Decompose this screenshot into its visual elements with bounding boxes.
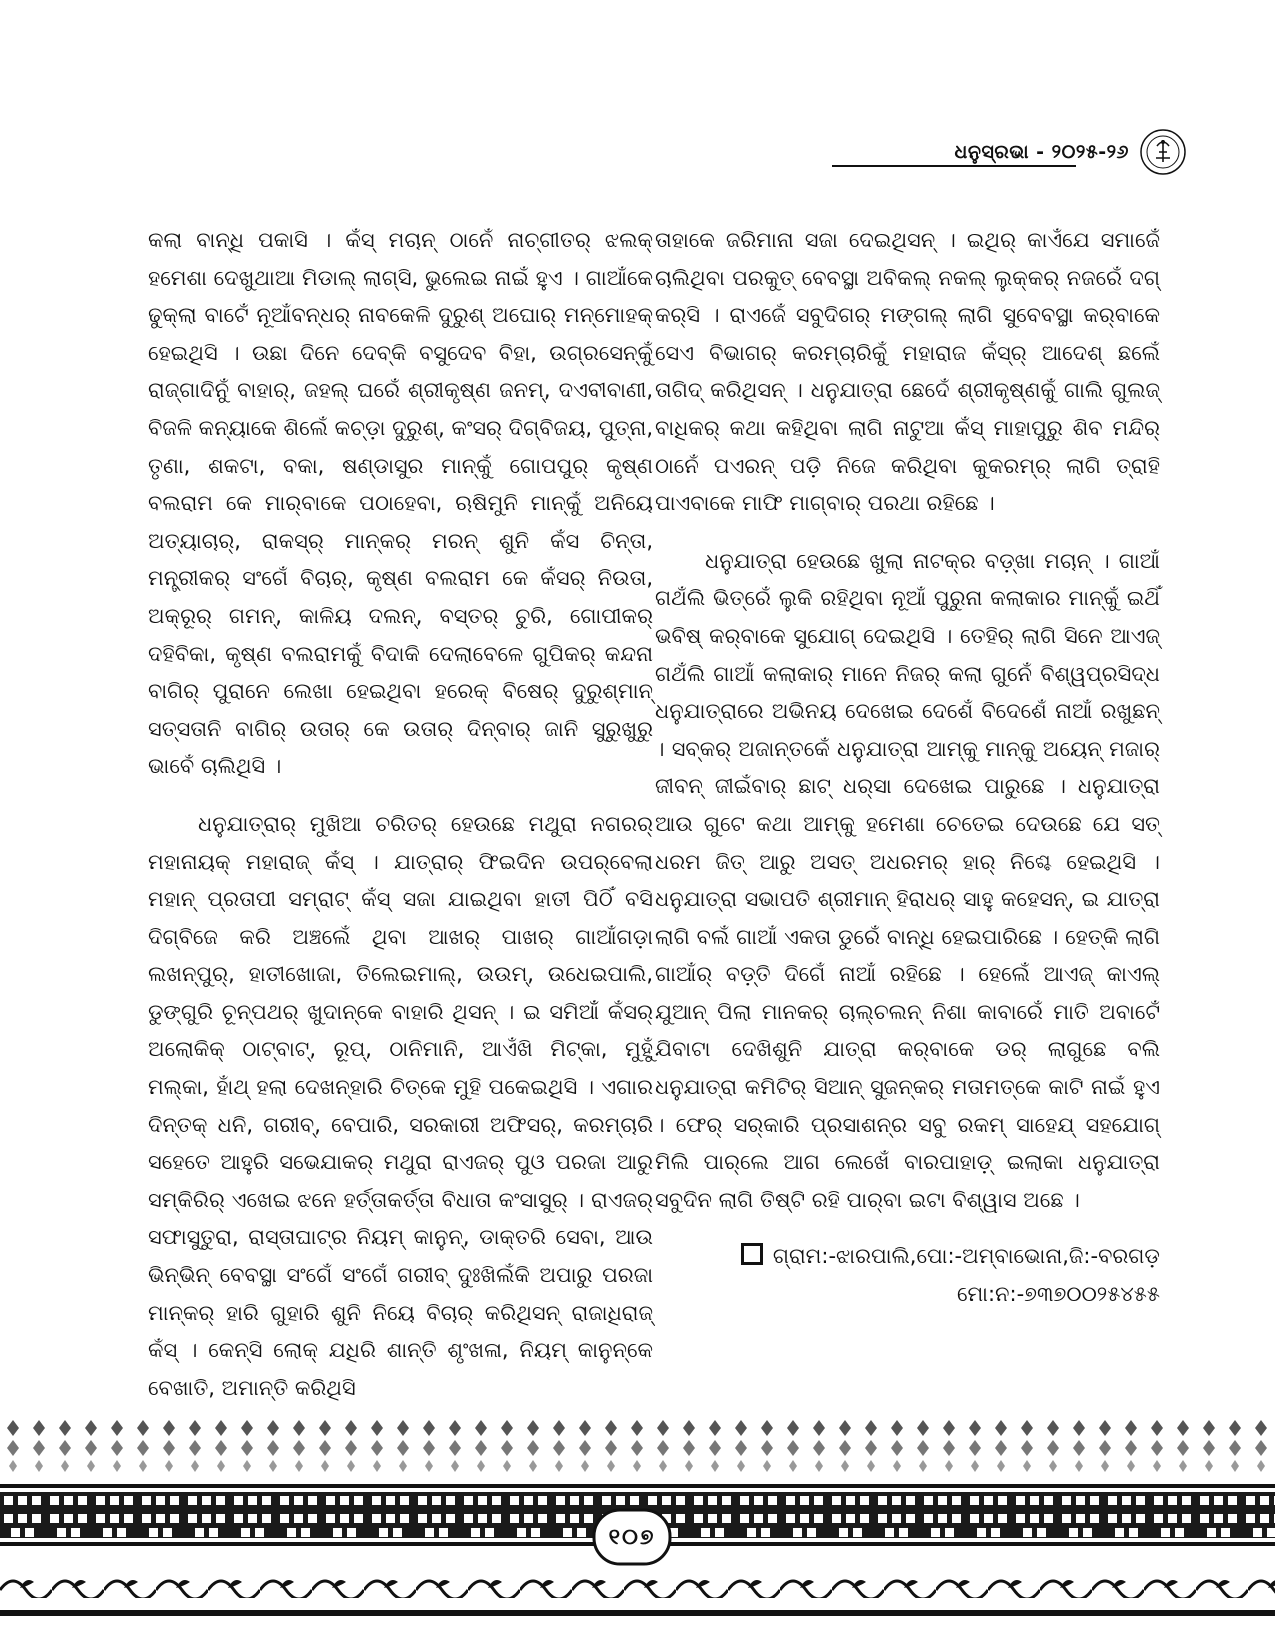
emblem-logo-icon	[1139, 128, 1187, 176]
phone-line: ମୋ:ନ:-୭୩୭୦୦୨୫୪୫୫	[956, 1282, 1160, 1307]
author-address	[655, 1237, 1160, 1313]
right-paragraph-1: ତାହାକେ ଜରିମାନା ସଜା ଦେଇଥିସନ୍ । ଇଥିର୍ କାଏଁଯେ ସମାଜେଁ ଚାଲିଥିବା ପରକୁତ୍ ବେବସ୍ଥା ଅବିକଲ୍ ନକଲ୍ ଲୁକ୍‌କର୍ ନଜରେଁ ଦଗ୍ କର୍‌ସି । ରାଏଜେଁ ସବୁଦିଗର୍ ମଙ୍ଗଲ୍ ଲାଗି ସୁବେବସ୍ଥା କର୍‌ବାକେ ସେଏ ବିଭାଗର୍ କରମ୍‌ଚାରିକୁଁ ମହାରାଜ କଁସ୍‌ର୍ ଆଦେଶ୍ ଛଲେଁ ତାଗିଦ୍ କରିଥିସନ୍ । ଧନୁଯାତ୍ରା ଛେଦେଁ ଶ୍ରୀକୃଷ୍ଣକୁଁ ଗାଲି ଗୁଲଜ୍ ବାଧିକର୍ କଥା କହିଥିବା ଲାଗି ନାଟୁଆ କଁସ୍ ମାହାପୁରୁ ଶିବ ମନ୍ଦିର୍ ଠାନେଁ ପଏରନ୍ ପଡ଼ି ନିଜେ କରିଥିବା କୁକରମ୍‌ର୍ ଲାଗି ତ୍ରାହି ପାଏବାକେ ମାଫି ମାଗ୍‌ବାର୍ ପରଥା ରହିଛେ ।	[655, 228, 1160, 516]
address-line: ଗ୍ରାମ:-ଝାରପାଲି,ପୋ:-ଅମ୍ବାଭୋନା,ଜି:-ବରଗଡ଼	[772, 1244, 1160, 1269]
page-number: ୧୦୭	[608, 1524, 656, 1550]
left-column	[148, 222, 653, 1407]
page-header	[955, 128, 1187, 176]
right-paragraph-2: ଧନୁଯାତ୍ରା ହେଉଛେ ଖୁଲା ନାଟକ୍‌ର ବଡ଼୍‌ଖା ମଚାନ୍ । ଗାଆଁ ଗଥଁଲି ଭିତ୍‌ରେଁ ଲୁକି ରହିଥିବା ନୂଆଁ ପୁରୁନା କଲାକାର ମାନ୍‌କୁଁ ଇଥିଁ ଭବିଷ୍ କର୍‌ବାକେ ସୁଯୋଗ୍ ଦେଇଥିସି । ତେହିର୍ ଲାଗି ସିନେ ଆଏଜ୍ ଗଥଁଲି ଗାଆଁ କଲାକାର୍ ମାନେ ନିଜର୍ କଲା ଗୁନେଁ ବିଶ୍ୱପ୍ରସିଦ୍ଧ ଧନୁଯାତ୍ରାରେ ଅଭିନୟ ଦେଖେଇ ଦେଶେଁ ବିଦେଶେଁ ନାଆଁ ରଖୁଛନ୍ । ସବ୍‌କର୍ ଅଜାନ୍‌ତକେଁ ଧନୁଯାତ୍ରା ଆମ୍‌କୁ ମାନ୍‌କୁ ଅୟେନ୍ ମଜାର୍ ଜୀବନ୍ ଜୀଇଁବାର୍ ଛାଟ୍ ଧର୍‌ସା ଦେଖେଇ ପାରୁଛେ । ଧନୁଯାତ୍ରା ଆଉ ଗୁଟେ କଥା ଆମ୍‌କୁ ହମେଶା ଚେତେଇ ଦେଉଛେ ଯେ ସତ୍ ଧରମ ଜିତ୍ ଆରୁ ଅସତ୍ ଅଧରମର୍ ହାର୍ ନିଶ୍ଚେ ହେଇଥିସି । ଧନୁଯାତ୍ରା ସଭାପତି ଶ୍ରୀମାନ୍ ହିରାଧର୍ ସାହୁ କହେସନ୍, ଇ ଯାତ୍ରା ଲାଗି ବଲଁ ଗାଆଁ ଏକତା ଡୁରେଁ ବାନ୍ଧି ହେଇପାରିଛେ । ହେତ୍‌କି ଲାଗି ଗାଆଁର୍ ବଡ଼୍‌ତି ଦିଗେଁ ନାଆଁ ରହିଛେ । ହେଲେଁ ଆଏଜ୍ କାଏଲ୍ ଯୁଆନ୍ ପିଲା ମାନକର୍ ଚାଲ୍‌ଚଲନ୍ ନିଶା କାବାରେଁ ମାତି ଅବାଟେଁ ଯିବାଟା ଦେଖିଶୁନି ଯାତ୍ରା କର୍‌ବାକେ ଡର୍ ଲାଗୁଛେ ବଲି ଧନୁଯାତ୍ରା କମିଟିର୍ ସିଆନ୍ ସୁଜନ୍‌କର୍ ମତାମତ୍‌କେ କାଟି ନାଇଁ ହୁଏ । ଫେର୍ ସର୍‌କାରି ପ୍ରସାଶନ୍‌ର ସବୁ ରକମ୍ ସାହେଯ୍ ସହଯୋଗ୍ ମିଲି ପାର୍‌ଲେ ଆଗ ଲେଖେଁ ବାରପାହାଡ଼୍ ଇଲାକା ଧନୁଯାତ୍ରା ସବୁଦିନ ଲାଗି ତିଷ୍ଟି ରହି ପାର୍‌ବା ଇଟା ବିଶ୍ୱାସ ଅଛେ ।	[655, 548, 1160, 1212]
header-rule	[832, 165, 1076, 167]
right-column	[655, 222, 1160, 1313]
left-paragraph-2: ଧନୁଯାତ୍ରାର୍ ମୁଖିଆ ଚରିତର୍ ହେଉଛେ ମଥୁରା ନଗରର୍ ମହାନାୟକ୍ ମହାରାଜ୍ କଁସ୍ । ଯାତ୍ରାର୍ ଫିଇଦିନ ଉପର୍‌ବେଲା ମହାନ୍ ପ୍ରତାପୀ ସମ୍ରାଟ୍ କଁସ୍ ସଜା ଯାଇଥିବା ହାତୀ ପିଠିଁ ବସି ଦିଗ୍‌ବିଜେ କରି ଅଞ୍ଚଲେଁ ଥିବା ଆଖର୍ ପାଖର୍ ଗାଆଁଗଡ଼ା ଲଖନ୍‌ପୁର୍, ହାତୀଖୋଜା, ତିଲେଇମାଲ୍, ଉଉମ୍, ଉଧେଇପାଲି, ଡୁଙ୍ଗୁରି ଚୂନ୍‌ପଥର୍ ଖୁଦାନ୍‌କେ ବାହାରି ଥିସନ୍ । ଇ ସମିଆଁଁ କଁସର୍ ଅଲୋକିକ୍ ଠାଟ୍‌ବାଟ୍, ରୂପ୍, ଠାନିମାନି, ଆଏଁଖି ମିଟ୍‌କା, ମୁହୁଁ ମଲ୍‌କା, ହାଁଥ୍ ହଲା ଦେଖନ୍‌ହାରି ଚିତ୍‌କେ ମୁହି ପକେଇଥିସି । ଏଗାର ଦିନ୍‌ତକ୍ ଧନି, ଗରୀବ୍, ବେପାରି, ସରକାରୀ ଅଫିସର୍, କରମ୍‌ଚାରି ସହେତେ ଆହୁରି ସଭେଯାକର୍ ମଥୁରା ରାଏଜର୍ ପୁଓ ପରଜା ଆରୁ ସମ୍‌କିରିର୍ ଏଖେଇ ଝନେ ହର୍ତ୍ତାକର୍ତ୍ତା ବିଧାତା କଂସାସୁର୍ । ରାଏଜର୍ ସଫାସୁତୁରା, ରାସ୍ତାଘାଟ୍‌ର ନିୟମ୍ କାନୁନ୍, ଡାକ୍ତରି ସେବା, ଆଉ ଭିନ୍‌ଭିନ୍ ବେବସ୍ଥା ସଂଗେଁ ସଂଗେଁ ଗରୀବ୍ ଦୁଃଖିଲଁକି ଅପାରୁ ପରଜା ମାନ୍‌କର୍ ହାରି ଗୁହାରି ଶୁନି ନିୟେ ବିଚାର୍ କରିଥିସନ୍ ରାଜାଧିରାଜ୍ କଁସ୍ । କେନ୍‌ସି ଲୋକ୍ ଯଧିରି ଶାନ୍ତି ଶୃଂଖଳା, ନିୟମ୍ କାନୁନ୍‌କେ ବେଖାତି, ଅମାନ୍ତି କରିଥିସି	[148, 811, 653, 1400]
running-title: ଧନୁସ୍ରଭା - ୨୦୨୫-୨୬	[954, 141, 1129, 163]
square-bullet-icon	[741, 1243, 763, 1265]
left-paragraph-1: କଲା ବାନ୍ଧି ପକାସି । କଁସ୍ ମଚାନ୍ ଠାନେଁ ନାଚ୍‌ଗୀତର୍ ଝଲକ୍ ହମେଶା ଦେଖୁଥାଆ ମିଡାଲ୍ ଲାଗ୍‌ସି, ଭୁଲେଇ ନାଇଁ ହୁଏ । ଗାଆଁକେ ଢୁକ୍‌ଲା ବାଟେଁ ନୂଆଁବନ୍ଧର୍ ନାବକେଳି ଦୁରୁଶ୍ ଅଘୋର୍ ମନ୍‌ମୋହକ୍ ହେଇଥିସି । ଉଛା ଦିନେ ଦେବ୍‌କି ବସୁଦେବ ବିହା, ଉଗ୍ରସେନ୍‌କୁଁ ରାଜ୍‌ଗାଦିନୁଁ ବାହାର୍, ଜହଲ୍ ଘରେଁ ଶ୍ରୀକୃଷ୍ଣ ଜନମ୍, ଦଏବୀବାଣୀ, ବିଜଳି କନ୍ୟାକେ ଶିଲେଁ କଚ୍‌ଡ଼ା ଦୁରୁଶ୍, କଂସର୍ ଦିଗ୍‌ବିଜୟ, ପୁତ୍‌ନା, ତୃଣା, ଶକଟା, ବକା, ଷଣ୍ଡାସୁର ମାନ୍‌କୁଁ ଗୋପପୁର୍ କୃଷ୍ଣ ବଲରାମ କେ ମାର୍‌ବାକେ ପଠାହେବା, ଋଷିମୁନି ମାନ୍‌କୁଁ ଅନିୟେ ଅତ୍ୟାଚାର୍, ରାକସ୍‌ର୍ ମାନ୍‌କର୍ ମରନ୍ ଶୁନି କଁସ ଚିନ୍ତା, ମନ୍ତ୍ରୀକର୍ ସଂଗେଁ ବିଚାର୍, କୃଷ୍ଣ ବଲରାମ କେ କଁସର୍ ନିଉତା, ଅକ୍ରୂର୍ ଗମନ୍, କାଳିୟ ଦଲନ୍, ବସ୍‌ତର୍ ଚୁରି, ଗୋପୀକର୍ ଦହିବିକା, କୃଷ୍ଣ ବଲରାମକୁଁ ବିଦାକି ଦେଲାବେଳେ ଗୁପିକର୍ କନ୍ଦନା ବାଗିର୍ ପୁରାନେ ଲେଖା ହେଇଥିବା ହରେକ୍ ବିଷେର୍ ଦୁରୁଶ୍‌ମାନ୍ ସତ୍‌ସତାନି ବାଗିର୍ ଉତାର୍ କେ ଉତାର୍ ଦିନ୍‌ବାର୍ ଜାନି ସୁରୁଖୁରୁ ଭାବେଁ ଚାଲିଥିସି ।	[148, 228, 653, 779]
